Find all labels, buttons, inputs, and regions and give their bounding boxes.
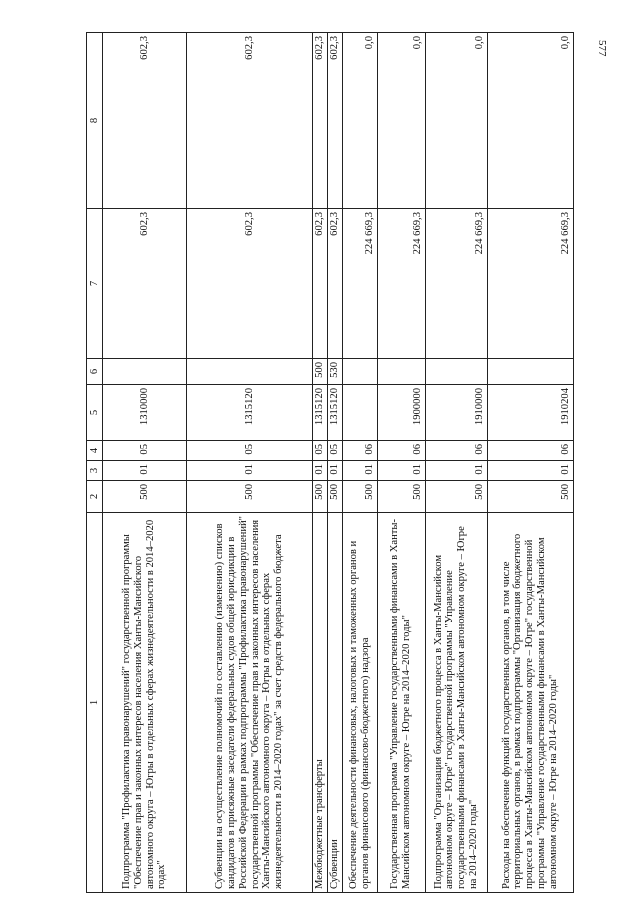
row-amount-2: 602,3 (103, 33, 187, 209)
row-amount-2: 0,0 (425, 33, 487, 209)
header-cell: 5 (87, 385, 103, 441)
row-description: Межбюджетные трансферты (313, 513, 328, 893)
row-code: 500 (313, 481, 328, 513)
row-amount: 602,3 (313, 209, 328, 359)
row-code: 500 (425, 481, 487, 513)
row-target: 1315120 (327, 385, 342, 441)
row-amount: 602,3 (187, 209, 313, 359)
row-section: 01 (103, 461, 187, 481)
row-subsection: 05 (187, 441, 313, 461)
row-amount-2: 602,3 (313, 33, 328, 209)
row-subsection: 06 (342, 441, 377, 461)
row-description: Подпрограмма "Организация бюджетного процесса в Ханты-Мансийском автономном округе – Югре" государственной программы "Управление государственными финансами в Ханты-Мансийском автономном округе – Югре на 2014–2020 годы" (425, 513, 487, 893)
row-expense-type: 530 (327, 359, 342, 385)
table-row (487, 33, 573, 893)
row-description: Субвенции на осуществление полномочий по составлению (изменению) списков кандидатов в присяжные заседатели федеральных судов общей юрисдикции в Российской Федерации в рамках подпрограммы "Профилактика правонарушений" государственной программы "Обеспечение прав и законных интересов населения Ханты-Мансийского автономного округа – Югры в отдельных сферах жизнедеятельности в 2014–2020 годах" за счет средств федерального бюджета (187, 513, 313, 893)
row-amount: 602,3 (327, 209, 342, 359)
row-section: 01 (377, 461, 425, 481)
row-code: 500 (377, 481, 425, 513)
row-code: 500 (187, 481, 313, 513)
row-description: Обеспечение деятельности финансовых, налоговых и таможенных органов и органов финансового (финансово-бюджетного) надзора (342, 513, 377, 893)
row-code: 500 (487, 481, 573, 513)
header-cell: 8 (87, 33, 103, 209)
row-amount: 602,3 (103, 209, 187, 359)
row-section: 01 (425, 461, 487, 481)
header-cell: 3 (87, 461, 103, 481)
row-expense-type (187, 359, 313, 385)
header-cell: 1 (87, 513, 103, 893)
row-subsection: 05 (103, 441, 187, 461)
table-row (313, 33, 328, 893)
row-section: 01 (487, 461, 573, 481)
page-number: 577 (596, 40, 608, 57)
row-amount: 224 669,3 (487, 209, 573, 359)
table-row (377, 33, 425, 893)
row-amount-2: 0,0 (377, 33, 425, 209)
header-cell: 7 (87, 209, 103, 359)
table-row (187, 33, 313, 893)
row-amount-2: 602,3 (327, 33, 342, 209)
row-code: 500 (327, 481, 342, 513)
header-cell: 6 (87, 359, 103, 385)
header-row (87, 33, 103, 893)
table-row (327, 33, 342, 893)
row-section: 01 (313, 461, 328, 481)
row-subsection: 06 (487, 441, 573, 461)
row-amount-2: 0,0 (487, 33, 573, 209)
row-target: 1910000 (425, 385, 487, 441)
row-target: 1315120 (187, 385, 313, 441)
row-section: 01 (187, 461, 313, 481)
row-target: 1910204 (487, 385, 573, 441)
row-description: Субвенции (327, 513, 342, 893)
row-amount: 224 669,3 (425, 209, 487, 359)
row-subsection: 05 (313, 441, 328, 461)
rotated-table-container (86, 33, 574, 893)
row-subsection: 06 (425, 441, 487, 461)
row-target: 1900000 (377, 385, 425, 441)
row-expense-type: 500 (313, 359, 328, 385)
row-expense-type (377, 359, 425, 385)
header-cell: 2 (87, 481, 103, 513)
budget-table (86, 32, 574, 893)
row-description: Расходы на обеспечение функций государственных органов, в том числе территориальных органов, в рамках подпрограммы "Организация бюджетного процесса в Ханты-Мансийском автономном округе – Югре" государственной программы "Управление государственными финансами в Ханты-Мансийском автономном округе – Югре на 2014–2020 годы" (487, 513, 573, 893)
row-amount: 224 669,3 (377, 209, 425, 359)
row-section: 01 (327, 461, 342, 481)
row-target: 1310000 (103, 385, 187, 441)
row-expense-type (103, 359, 187, 385)
table-row (425, 33, 487, 893)
row-amount-2: 0,0 (342, 33, 377, 209)
table-row (103, 33, 187, 893)
row-subsection: 05 (327, 441, 342, 461)
row-expense-type (425, 359, 487, 385)
table-row (342, 33, 377, 893)
row-expense-type (342, 359, 377, 385)
row-amount: 224 669,3 (342, 209, 377, 359)
header-cell: 4 (87, 441, 103, 461)
row-description: Подпрограмма "Профилактика правонарушений" государственной программы "Обеспечение прав и законных интересов населения Ханты-Мансийского автономного округа – Югры в отдельных сферах жизнедеятельности в 2014–2020 годах" (103, 513, 187, 893)
row-subsection: 06 (377, 441, 425, 461)
row-code: 500 (103, 481, 187, 513)
row-expense-type (487, 359, 573, 385)
row-code: 500 (342, 481, 377, 513)
row-target (342, 385, 377, 441)
row-target: 1315120 (313, 385, 328, 441)
row-description: Государственная программа "Управление государственными финансами в Ханты-Мансийском автономном округе – Югре на 2014–2020 годы" (377, 513, 425, 893)
row-section: 01 (342, 461, 377, 481)
row-amount-2: 602,3 (187, 33, 313, 209)
